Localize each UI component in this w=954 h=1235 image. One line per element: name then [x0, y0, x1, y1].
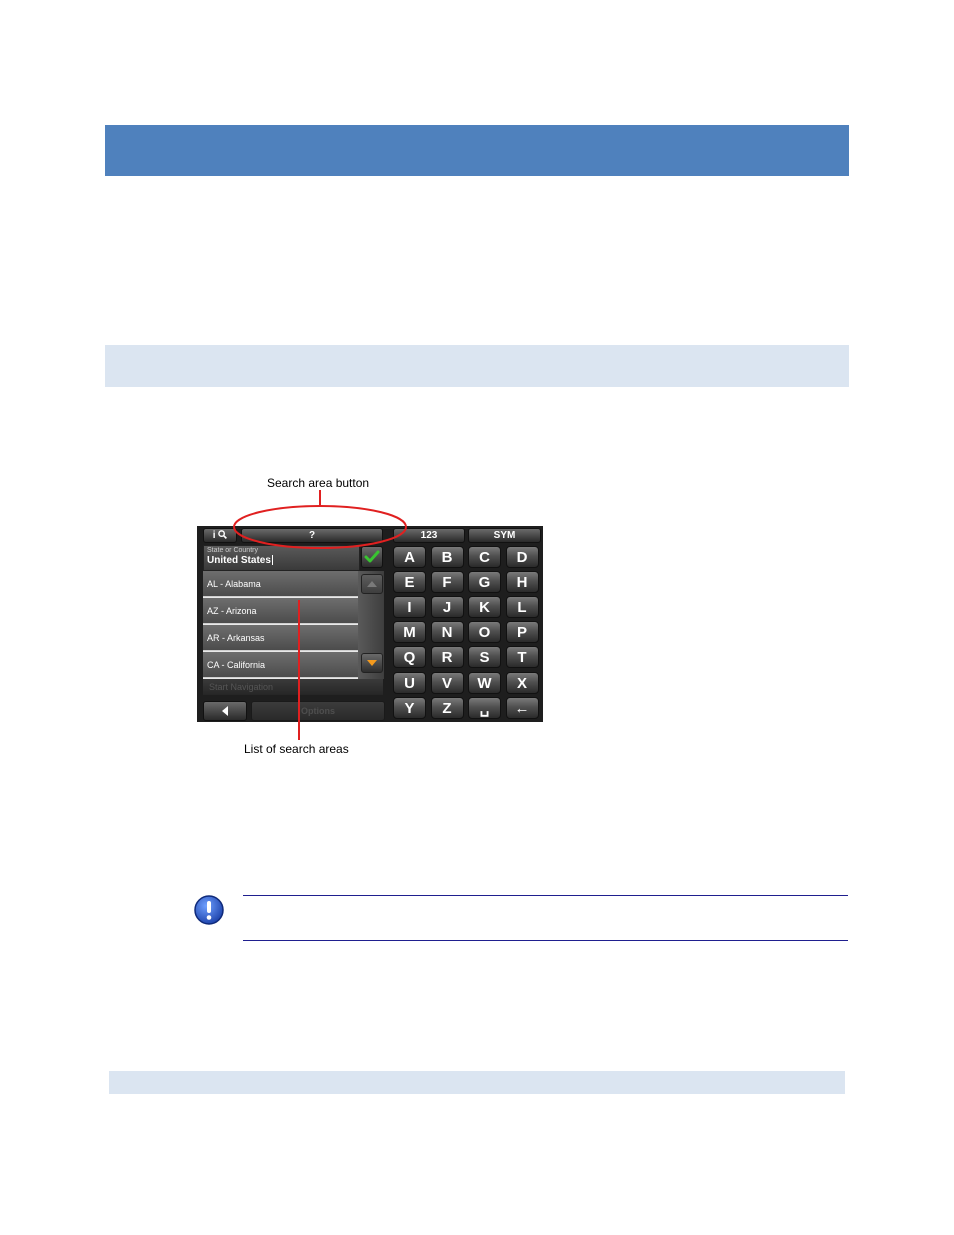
search-area-button[interactable]: ? — [241, 528, 383, 543]
key-5-3[interactable]: X — [506, 672, 539, 694]
field-value: United States — [207, 555, 271, 566]
scroll-down-button[interactable] — [361, 653, 383, 673]
key-0-0[interactable]: A — [393, 546, 426, 568]
list-item[interactable]: AR - Arkansas — [203, 625, 358, 651]
symbols-keyboard-button[interactable]: SYM — [468, 528, 541, 543]
key-6-2[interactable]: ␣ — [468, 697, 501, 719]
key-1-3[interactable]: H — [506, 571, 539, 593]
checkmark-icon — [362, 547, 382, 567]
callout-search-area-button: Search area button — [267, 476, 370, 490]
info-label: i — [212, 530, 216, 541]
key-1-0[interactable]: E — [393, 571, 426, 593]
list-item[interactable]: AL - Alabama — [203, 571, 358, 597]
state-or-country-field[interactable] — [203, 545, 360, 571]
magnifier-icon — [218, 530, 227, 539]
key-4-2[interactable]: S — [468, 646, 501, 668]
key-1-1[interactable]: F — [431, 571, 464, 593]
key-0-2[interactable]: C — [468, 546, 501, 568]
triangle-left-icon — [204, 702, 246, 720]
back-button[interactable] — [203, 701, 247, 721]
search-area-list — [203, 571, 358, 679]
text-cursor — [272, 555, 273, 565]
key-2-3[interactable]: L — [506, 596, 539, 618]
confirm-button[interactable] — [361, 546, 383, 568]
triangle-up-icon — [362, 575, 382, 593]
key-0-1[interactable]: B — [431, 546, 464, 568]
key-5-1[interactable]: V — [431, 672, 464, 694]
options-button: Options — [251, 701, 385, 721]
navigation-device-screenshot — [197, 526, 543, 722]
key-2-0[interactable]: I — [393, 596, 426, 618]
key-4-3[interactable]: T — [506, 646, 539, 668]
list-item[interactable]: CA - California — [203, 652, 358, 678]
note-rule-bottom — [243, 940, 848, 941]
key-3-2[interactable]: O — [468, 621, 501, 643]
triangle-down-icon — [362, 654, 382, 672]
key-6-0[interactable]: Y — [393, 697, 426, 719]
section-heading-band-2 — [109, 1071, 845, 1094]
field-label: State or Country — [207, 547, 258, 554]
key-3-1[interactable]: N — [431, 621, 464, 643]
key-2-2[interactable]: K — [468, 596, 501, 618]
key-5-2[interactable]: W — [468, 672, 501, 694]
exclamation-icon — [193, 894, 225, 926]
key-6-3[interactable]: ← — [506, 697, 539, 719]
numbers-keyboard-button[interactable]: 123 — [393, 528, 465, 543]
info-search-button[interactable] — [203, 528, 237, 543]
key-4-0[interactable]: Q — [393, 646, 426, 668]
faded-start-navigation-row: Start Navigation — [203, 679, 383, 695]
key-5-0[interactable]: U — [393, 672, 426, 694]
section-heading-band — [105, 345, 849, 387]
key-0-3[interactable]: D — [506, 546, 539, 568]
list-item[interactable]: AZ - Arizona — [203, 598, 358, 624]
scroll-up-button[interactable] — [361, 574, 383, 594]
key-3-0[interactable]: M — [393, 621, 426, 643]
key-1-2[interactable]: G — [468, 571, 501, 593]
key-4-1[interactable]: R — [431, 646, 464, 668]
callout-list-of-search-areas: List of search areas — [244, 742, 349, 756]
key-6-1[interactable]: Z — [431, 697, 464, 719]
key-2-1[interactable]: J — [431, 596, 464, 618]
note-rule-top — [243, 895, 848, 896]
chapter-title-band — [105, 125, 849, 176]
key-3-3[interactable]: P — [506, 621, 539, 643]
